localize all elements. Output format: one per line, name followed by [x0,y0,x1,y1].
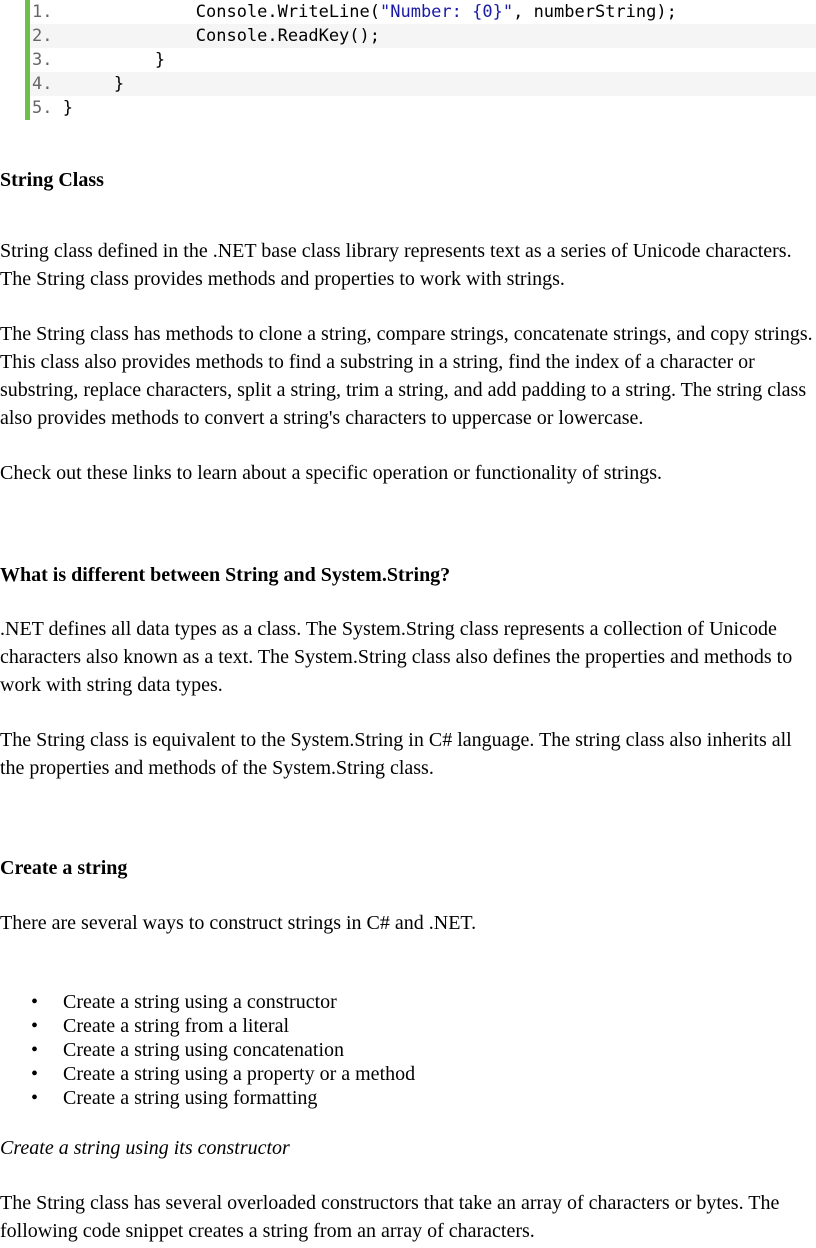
code-text: } [52,74,125,94]
heading-string-difference: What is different between String and System.String? [0,564,451,586]
bullet-icon: • [31,1087,39,1109]
ways-list [0,990,415,1110]
code-line [30,48,816,72]
code-line [30,24,816,48]
list-item-text: Create a string using a constructor [63,991,337,1013]
subheading-constructor: Create a string using its constructor [0,1137,290,1159]
heading-create-string: Create a string [0,857,128,879]
code-line [30,72,816,96]
paragraph: .NET defines all data types as a class. The System.String class represents a collection of Unicode characters also known as a text. The System.String class also defines the properties and methods to work with string data types. [0,618,793,696]
code-line [30,0,816,24]
code-line [30,96,816,120]
line-number: 2. [32,26,53,46]
paragraph: There are several ways to construct strings in C# and .NET. [0,912,477,934]
heading-string-class: String Class [0,169,104,191]
list-item [0,990,415,1014]
list-item-text: Create a string using formatting [63,1087,318,1109]
code-text: Console.WriteLine( [52,2,380,22]
paragraph: Check out these links to learn about a specific operation or functionality of strings. [0,462,663,484]
line-number: 5. [32,98,53,118]
paragraph: The String class has several overloaded constructors that take an array of characters or bytes. The following code snippet creates a string from an array of characters. [0,1192,780,1242]
line-number: 3. [32,50,53,70]
code-text: } [52,98,73,118]
paragraph: String class defined in the .NET base class library represents text as a series of Unicode characters. The String class provides methods and properties to work with strings. [0,240,792,290]
list-item [0,1062,415,1086]
paragraph: The String class is equivalent to the System.String in C# language. The string class also inherits all the properties and methods of the System.String class. [0,729,792,779]
code-text: , numberString); [513,2,677,22]
bullet-icon: • [31,1015,39,1037]
code-format-placeholder: {0} [472,2,503,22]
code-snippet [25,0,816,120]
code-string-close: " [502,2,514,22]
list-item [0,1038,415,1062]
list-item [0,1014,415,1038]
list-item-text: Create a string using concatenation [63,1039,345,1061]
code-string: "Number: [380,2,473,22]
paragraph: The String class has methods to clone a string, compare strings, concatenate strings, and copy strings. This class also provides methods to find a substring in a string, find the index of a character or substring, replace characters, split a string, trim a string, and add padding to a string. The string class also provides methods to convert a string's characters to uppercase or lowercase. [0,323,813,429]
bullet-icon: • [31,991,39,1013]
list-item [0,1086,415,1110]
bullet-icon: • [31,1039,39,1061]
list-item-text: Create a string from a literal [63,1015,290,1037]
code-text: Console.ReadKey(); [52,26,380,46]
bullet-icon: • [31,1063,39,1085]
line-number: 1. [32,2,53,22]
list-item-text: Create a string using a property or a method [63,1063,416,1085]
code-text: } [52,50,166,70]
line-number: 4. [32,74,53,94]
